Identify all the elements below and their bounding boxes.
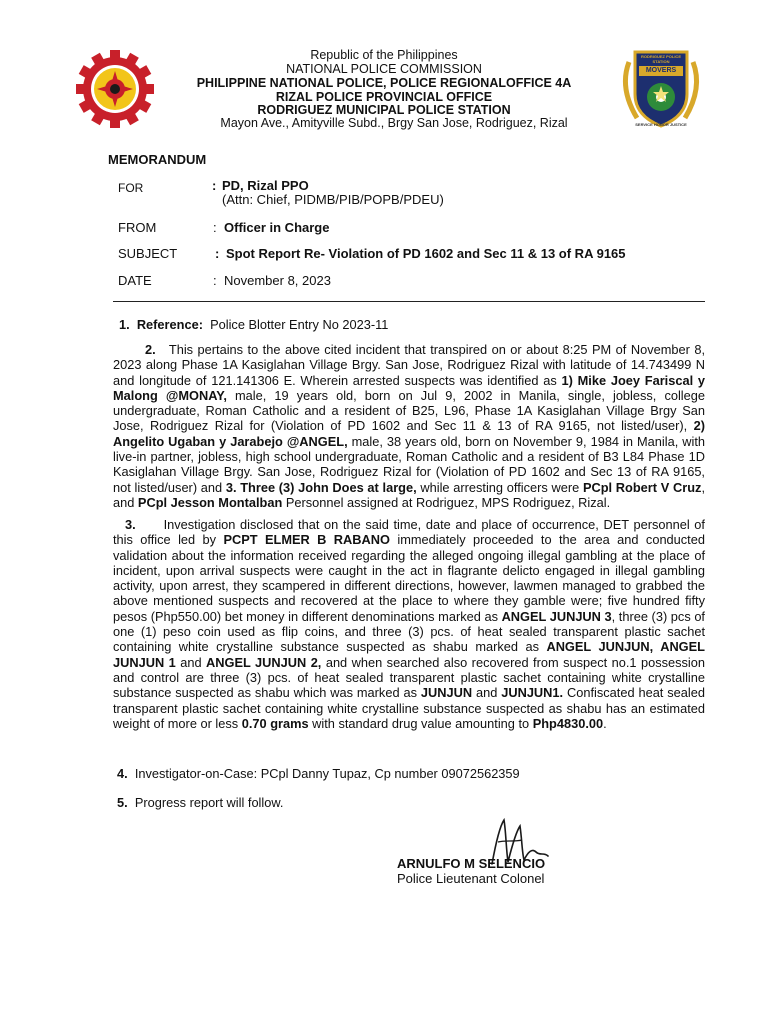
p3-mark-2: ANGEL JUNJUN, ANGEL JUNJUN 1 [113,639,705,670]
p3-text-7: Confiscated heat sealed transparent plastic sachet containing white crystalline substance suspected as shabu has an estimated weight of more or less [113,685,705,731]
p1-label: Reference: [136,317,203,332]
for-attention: (Attn: Chief, PIDMB/PIB/POPB/PDEU) [222,192,444,207]
p3-text-5: and when searched also recovered from suspect no.1 possession and control are three (3) pcs. of heat sealed transparent plastic sachet containing white crystalline substance suspected as shabu which was marked as [113,654,706,701]
badge-bottom-text: SERVICE HONOR JUSTICE [635,122,687,127]
p2-text-2: male, 19 years old, born on Jul 9, 2002 in Manila, single, jobless, college undergraduate, Roman Catholic and a resident of B25, L96, Phase 1A Kasiglahan Village Brgy San Jose, Rodriguez Rizal for (Violation of PD 1602 and Sec 11 & 13 of RA 9165, not listed/user), [113,387,705,434]
p2-text-1: This pertains to the above cited incident that transpired on or about 8:25 PM of November 8, 2023 along Phase 1A Kasiglahan Village Brgy. San Jose, Rodriguez Rizal with latitude of 14.743499 N and longitude of 121.141306 E. Wherein arrested suspects was identified as [113,342,706,388]
subject-colon: : [215,246,220,261]
paragraph-1 [113,317,705,332]
p3-mark-3: ANGEL JUNJUN 2, [206,654,322,670]
header-provincial-office: RIZAL POLICE PROVINCIAL OFFICE [275,90,493,104]
p5-text: Progress report will follow. [134,795,284,810]
for-label: FOR [118,181,144,195]
badge-movers-text: MOVERS [645,67,677,74]
paragraph-2 [113,342,705,510]
p2-text-4: while arresting officers were [416,479,583,495]
subject-label: SUBJECT [118,246,178,261]
p3-weight: 0.70 grams [241,715,309,731]
p2-suspect-1: 1) Mike Joey Fariscal y Malong @MONAY, [113,372,706,403]
date-colon: : [213,273,217,288]
date-label: DATE [118,273,152,288]
date-value: November 8, 2023 [224,273,331,288]
memo-title: MEMORANDUM [108,152,207,167]
header-republic: Republic of the Philippines [310,48,458,62]
p2-text-3: male, 38 years old, born on November 9, 1984 in Manila, with live-in partner, jobless, high school undergraduate, Roman Catholic and a resident of B3 L84 Phase 1D Kasiglahan Village Brgy. San Jose, Rodriguez Rizal for (Violation of PD 1602 and Sec 13 of RA 9165, not listed/user) and [113,433,705,495]
p1-number: 1. [119,317,130,332]
p4-number: 4. [117,766,128,781]
header-pnp-region: PHILIPPINE NATIONAL POLICE, POLICE REGIONALOFFICE 4A [196,76,572,90]
p3-text-6: and [472,685,502,701]
from-label: FROM [118,220,157,235]
p2-officer-1: PCpl Robert V Cruz [582,479,702,495]
p3-drug-value: Php4830.00 [532,715,604,731]
paragraph-4 [113,766,705,781]
p3-number: 3. [125,517,136,532]
p5-number: 5. [117,795,128,810]
p3-text-3: , three (3) pcs of one (1) peso coin used as flip coins, and three (3) pcs. of heat sealed transparent plastic sachet containing white crystalline substance suspected as shabu marked as [113,608,705,655]
paragraph-5 [113,795,705,810]
p2-text-6: Personnel assigned at Rodriguez, MPS Rodriguez, Rizal. [282,494,611,510]
p2-number: 2. [145,342,156,357]
p2-suspect-2: 2) Angelito Ugaban y Jarabejo @ANGEL, [113,418,705,449]
for-value: PD, Rizal PPO [222,178,309,193]
badge-top-text: RODRIGUEZ POLICE STATION [640,54,681,64]
p2-officer-2: PCpl Jesson Montalban [137,494,283,510]
signatory-name: ARNULFO M SELENCIO [397,856,546,871]
p3-team-leader: PCPT ELMER B RABANO [223,532,390,548]
p3-text-9: . [603,715,607,731]
p4-text: Investigator-on-Case: PCpl Danny Tupaz, Cp number 09072562359 [134,766,520,781]
p2-text-5: , and [113,479,705,510]
p3-mark-4: JUNJUN [420,685,473,701]
p3-text-4: and [175,654,207,670]
p1-text: Police Blotter Entry No 2023-11 [210,317,389,332]
memo-divider [113,301,705,302]
p3-mark-5: JUNJUN1. [501,685,564,701]
p3-text-1: Investigation disclosed that on the said time, date and place of occurrence, DET personnel of this office led by [113,517,705,548]
paragraph-3 [113,517,705,731]
p3-text-8: with standard drug value amounting to [308,715,533,731]
header-municipal-station: RODRIGUEZ MUNICIPAL POLICE STATION [257,103,511,117]
header-address: Mayon Ave., Amityville Subd., Brgy San Jose, Rodriguez, Rizal [220,116,568,130]
for-colon: : [212,178,217,193]
signatory-rank: Police Lieutenant Colonel [397,871,545,886]
from-colon: : [213,220,217,235]
header-napolcom: NATIONAL POLICE COMMISSION [286,62,482,76]
from-value: Officer in Charge [224,220,330,235]
subject-value: Spot Report Re- Violation of PD 1602 and Sec 11 & 13 of RA 9165 [226,246,626,261]
p3-text-2: immediately proceeded to the area and conducted validation about the information received regarding the alleged ongoing illegal gambling at the place of incident, upon arrival suspects were caught in the act in flagrante delicto engaged in illegal gambling activity, upon arrest, they scampered in different directions, however, lawmen managed to grabbed the above mentioned suspects and recovered at the place to where they gamble were; five hundred fifty pesos (Php550.00) bet money in different denominations marked as [113,532,705,624]
p2-suspect-3: 3. Three (3) John Does at large, [225,479,417,495]
p3-mark-1: ANGEL JUNJUN 3 [501,608,612,624]
